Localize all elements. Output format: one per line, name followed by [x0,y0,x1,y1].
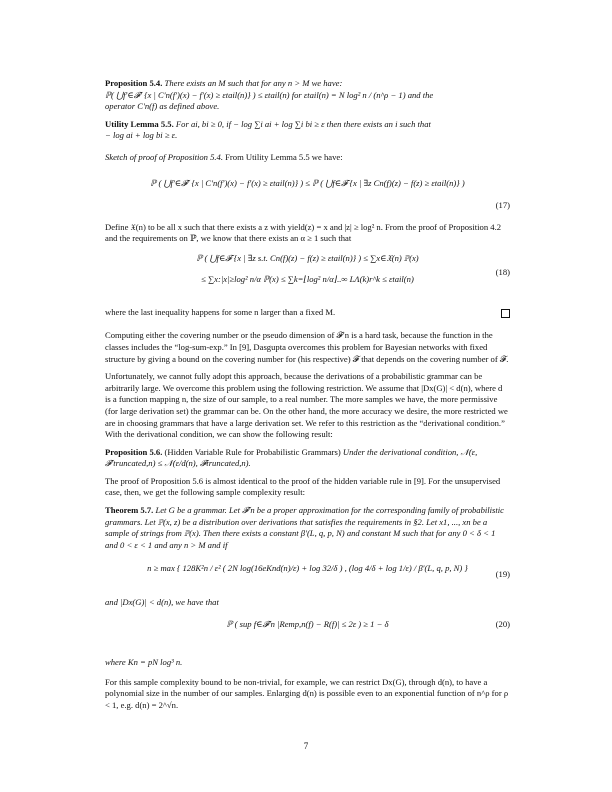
equation-18-row-1: ℙ ( ⋃f∈𝓕 {x | ∃z s.t. Cn(f)(z) − f(z) ≥ εtail(n)} ) ≤ ∑x∈𝔛(n) ℙ(x) [196,252,419,263]
proposition-5-4 [105,78,510,113]
equation-18 [105,251,510,307]
theorem-label: Theorem 5.7. [105,505,154,516]
qed-box-icon [501,309,510,318]
equation-17-body: ℙ ( ⋃f′∈𝓕′ {x | C′n(f′)(x) − f′(x) ≥ εtail(n)} ) ≤ ℙ ( ⋃f∈𝓕 {x | ∃z Cn(f)(z) − f(z) ≥ εtail(n)} ) [150,177,465,188]
proof-56-paragraph: The proof of Proposition 5.6 is almost identical to the proof of the hidden variable rule in [9]. For the unsupervised case, then, we get the following sample complexity result: [105,475,501,498]
equation-17 [105,170,510,222]
lemma-text: For ai, bi ≥ 0, if − log ∑i ai + log ∑i bi ≥ ε then there exists an i such that [175,118,431,129]
prop-text-end: operator C′n(f) as defined above. [105,101,220,112]
equation-19-body: n ≥ max { 128K²n / ε² ( 2N log(16eKnd(n)/ε) + log 32/δ ) , (log 4/δ + log 1/ε) / β′(L, q, p, N) } [147,563,468,574]
page-number: 7 [303,741,309,751]
prop56-label: Proposition 5.6. [105,446,163,457]
covering-paragraph: Computing either the covering number or the pseudo dimension of 𝓕′n is a hard task, because the function in the classes includes the “log-sum-exp.” In [9], Dasgupta overcomes this problem for Bayesian networks with fixed structure by giving a bound on the covering number for (his respective) 𝓕 that depends on the covering number of 𝓕. [105,330,509,364]
equation-18-row-2: ≤ ∑x:|x|≥log² n/α ℙ(x) ≤ ∑k=⌊log² n/α⌋..∞ LΛ(k)r^k ≤ εtail(n) [201,274,414,285]
theorem-5-7 [105,505,510,551]
prop-formula: ℙ( ⋃f′∈𝓕′ {x | C′n(f′)(x) − f′(x) ≥ εtail(n)} ) ≤ εtail(n) for εtail(n) = N log² n / (n^ρ − 1) and the [105,89,434,100]
utility-lemma-5-5 [105,119,510,142]
lemma-text-end: − log ai + log bi ≥ ε. [105,130,178,141]
define-paragraph: Define 𝔛(n) to be all x such that there exists a z with yield(z) = x and |z| ≥ log² n. From the proof of Proposition 4.2 and the requirements on ℙ, we know that there exists an α ≥ 1 such that [105,221,502,244]
final-paragraph: For this sample complexity bound to be non-trivial, for example, we can restrict Dx(G), through d(n), to have a polynomial size in the number of our samples. Enlarging d(n) is possible even to an exponential function of n^ρ for ρ < 1, e.g. d(n) = 2^√n. [105,676,509,710]
proposition-5-6 [105,447,510,470]
derivational-condition-paragraph: Unfortunately, we cannot fully adopt this approach, because the derivations of a probabilistic grammar can be arbitrarily large. We overcome this problem using the following restriction. We assume that |Dx(G)| < d(n), where d is a function mapping n, the size of our sample, to a real number. The more samples we have, the more permissive (for large derivation set) the grammar can be. On the other hand, the more accuracy we desire, the more restricted we are in choosing grammars that have a large derivation set. We refer to this restriction as the “derivational condition.” With the derivational condition, we can show the following result: [105,371,508,440]
lemma-label: Utility Lemma 5.5. [105,118,174,129]
equation-18-number: (18) [495,266,510,277]
equation-17-number: (17) [495,199,510,210]
and-line: and |Dx(G)| < d(n), we have that [105,597,219,608]
sketch-lead: Sketch of proof of Proposition 5.4. [105,151,223,162]
sketch-text: From Utility Lemma 5.5 we have: [225,151,343,162]
last-inequality-text: where the last inequality happens for some n larger than a fixed M. [105,306,336,317]
prop-text: There exists an M such that for any n > M we have: [164,78,343,88]
where-kn-line: where Kn = pN log³ n. [105,657,183,668]
prop56-text: Under the derivational condition, 𝒩(ε, 𝓕′truncated,n) ≤ 𝒩(ε/d(n), 𝓕truncated,n). [105,446,478,469]
prop56-title: (Hidden Variable Rule for Probabilistic Grammars) [164,446,341,457]
equation-20-body: ℙ ( sup f∈𝓕′n |Remp,n(f) − R(f)| ≤ 2ε ) ≥ 1 − δ [226,619,389,630]
proof-end [105,307,510,319]
theorem-text: Let G be a grammar. Let 𝓕′n be a proper approximation for the corresponding family of probabilistic grammars. Let ℙ(x, z) be a distribution over derivations that satisfies the requirements in §2. Let x1, ..., xn be a sample of strings from ℙ(x). Then there exists a constant β′(L, q, p, N) and constant M such that for any 0 < δ < 1 and 0 < ε < 1 and any n > M and if [105,505,504,550]
equation-20-number: (20) [495,619,510,630]
proof-sketch [105,152,510,164]
equation-20 [105,609,510,657]
prop-label: Proposition 5.4. [105,78,163,88]
equation-19 [105,557,510,597]
equation-19-number: (19) [495,569,510,580]
page-body [105,78,510,711]
